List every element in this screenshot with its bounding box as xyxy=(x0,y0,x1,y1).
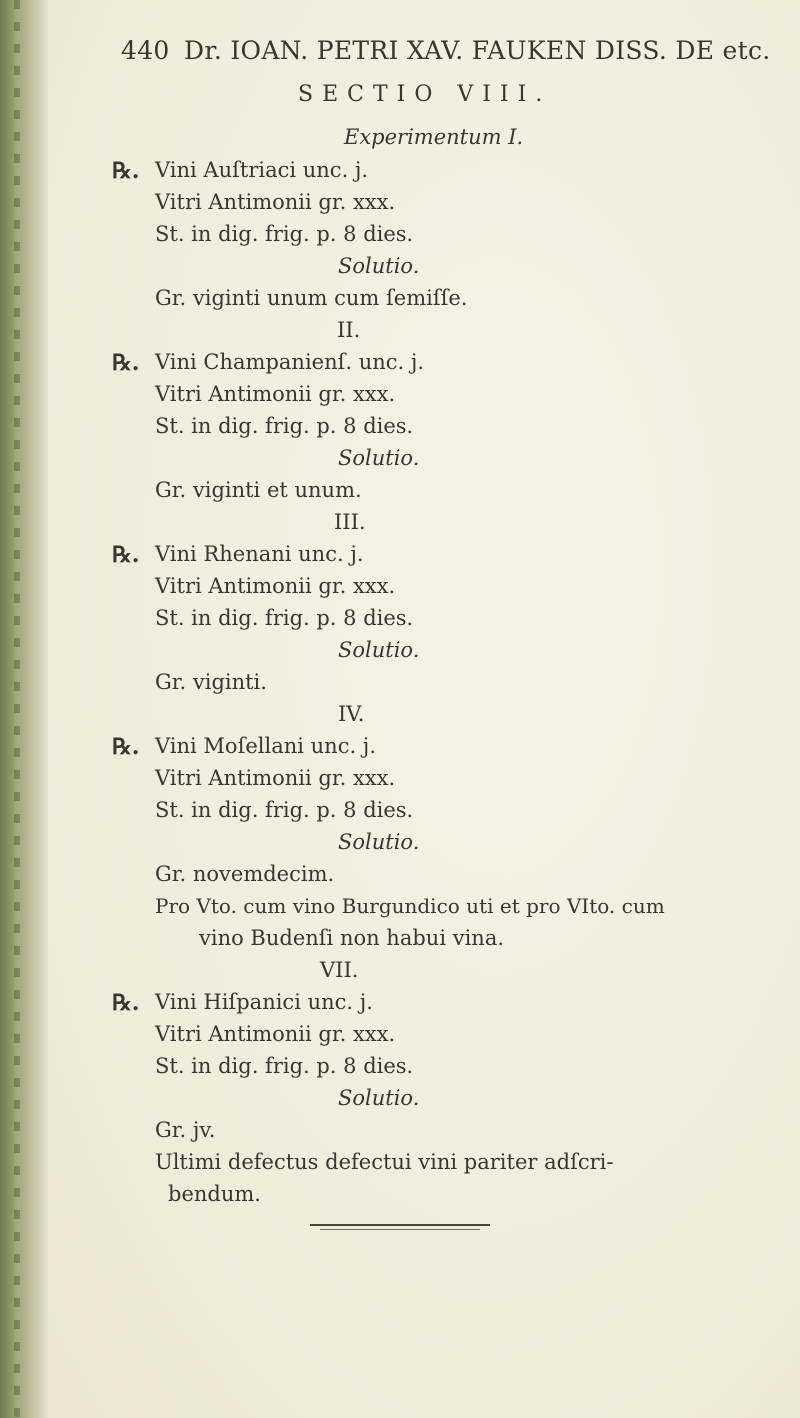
note-line: vino Budenſi non habui vina. xyxy=(199,926,505,950)
solutio-label: Solutio. xyxy=(338,830,420,854)
experiment-numeral: III. xyxy=(334,510,366,534)
recipe-symbol: ℞. xyxy=(112,542,140,568)
book-page xyxy=(48,0,800,1418)
solutio-label: Solutio. xyxy=(338,446,420,470)
recipe-line: Vitri Antimonii gr. xxx. xyxy=(155,382,396,406)
recipe-line: Vini Hiſpanici unc. j. xyxy=(155,990,373,1014)
recipe-symbol: ℞. xyxy=(112,990,140,1016)
book-binding-edge xyxy=(0,0,48,1418)
recipe-line: St. in dig. frig. p. 8 dies. xyxy=(155,414,414,438)
recipe-line: Vini Auſtriaci unc. j. xyxy=(155,158,369,182)
solutio-label: Solutio. xyxy=(338,254,420,278)
decorative-rule xyxy=(310,1224,490,1226)
recipe-line: Vitri Antimonii gr. xxx. xyxy=(155,766,396,790)
recipe-line: Vini Moſellani unc. j. xyxy=(155,734,376,758)
result-line: Gr. viginti unum cum ſemiſſe. xyxy=(155,286,468,310)
recipe-symbol: ℞. xyxy=(112,734,140,760)
page-number: 440 xyxy=(121,36,170,65)
experiment-numeral: IV. xyxy=(338,702,365,726)
experiment-numeral: VII. xyxy=(320,958,359,982)
result-line: Gr. viginti. xyxy=(155,670,267,694)
closing-line: bendum. xyxy=(168,1182,261,1206)
recipe-line: St. in dig. frig. p. 8 dies. xyxy=(155,606,414,630)
recipe-line: St. in dig. frig. p. 8 dies. xyxy=(155,1054,414,1078)
recipe-symbol: ℞. xyxy=(112,350,140,376)
experiment-numeral: II. xyxy=(337,318,361,342)
solutio-label: Solutio. xyxy=(338,1086,420,1110)
recipe-line: Vini Rhenani unc. j. xyxy=(155,542,364,566)
note-line: Pro Vto. cum vino Burgundico uti et pro VIto. cum xyxy=(155,894,665,918)
recipe-line: Vitri Antimonii gr. xxx. xyxy=(155,190,396,214)
result-line: Gr. novemdecim. xyxy=(155,862,335,886)
section-title: SECTIO VIII. xyxy=(298,82,552,107)
decorative-rule xyxy=(320,1229,480,1230)
recipe-line: St. in dig. frig. p. 8 dies. xyxy=(155,798,414,822)
recipe-line: Vitri Antimonii gr. xxx. xyxy=(155,574,396,598)
recipe-line: Vitri Antimonii gr. xxx. xyxy=(155,1022,396,1046)
result-line: Gr. jv. xyxy=(155,1118,216,1142)
running-title: Dr. IOAN. PETRI XAV. FAUKEN DISS. DE etc. xyxy=(184,36,771,65)
recipe-symbol: ℞. xyxy=(112,158,140,184)
experiment-heading: Experimentum I. xyxy=(344,125,524,149)
result-line: Gr. viginti et unum. xyxy=(155,478,362,502)
closing-line: Ultimi defectus defectui vini pariter adſcri- xyxy=(155,1150,614,1174)
recipe-line: Vini Champanienſ. unc. j. xyxy=(155,350,425,374)
recipe-line: St. in dig. frig. p. 8 dies. xyxy=(155,222,414,246)
solutio-label: Solutio. xyxy=(338,638,420,662)
